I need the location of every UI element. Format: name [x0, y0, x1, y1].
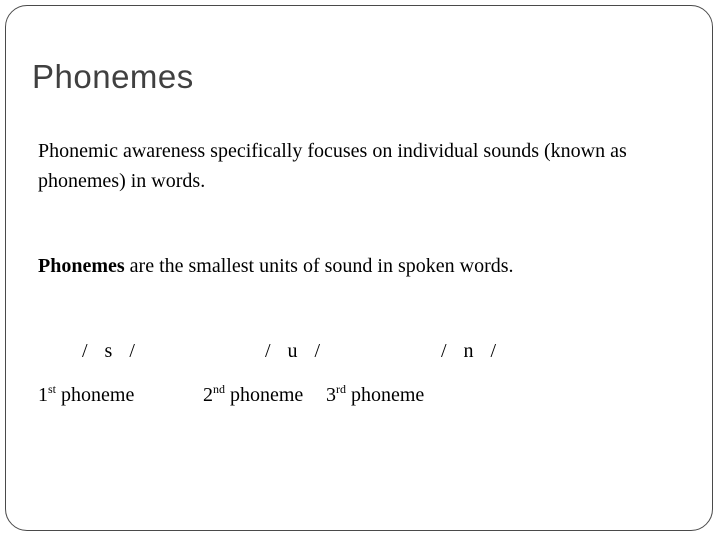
label-first-phoneme	[38, 380, 134, 410]
phoneme-s: / s /	[82, 340, 141, 362]
definition-text: are the smallest units of sound in spoken words.	[124, 255, 514, 277]
term-phonemes: Phonemes	[38, 255, 125, 277]
label-suffix: nd	[213, 382, 225, 396]
label-number: 1	[38, 384, 48, 406]
label-word: phoneme	[225, 384, 304, 406]
label-number: 2	[203, 384, 213, 406]
paragraph-phonemic-awareness: Phonemic awareness specifically focuses on individual sounds (known as phonemes) in words.	[38, 140, 627, 192]
label-word: phoneme	[346, 384, 425, 406]
phoneme-n: / n /	[441, 340, 503, 362]
label-suffix: st	[48, 382, 57, 396]
paragraph-phoneme-definition	[38, 251, 514, 281]
label-third-phoneme	[326, 380, 424, 410]
label-word: phoneme	[56, 384, 135, 406]
label-number: 3	[326, 384, 336, 406]
phoneme-u: / u /	[265, 340, 327, 362]
slide-title: Phonemes	[32, 58, 194, 95]
label-suffix: rd	[336, 382, 346, 396]
label-second-phoneme	[203, 380, 303, 410]
